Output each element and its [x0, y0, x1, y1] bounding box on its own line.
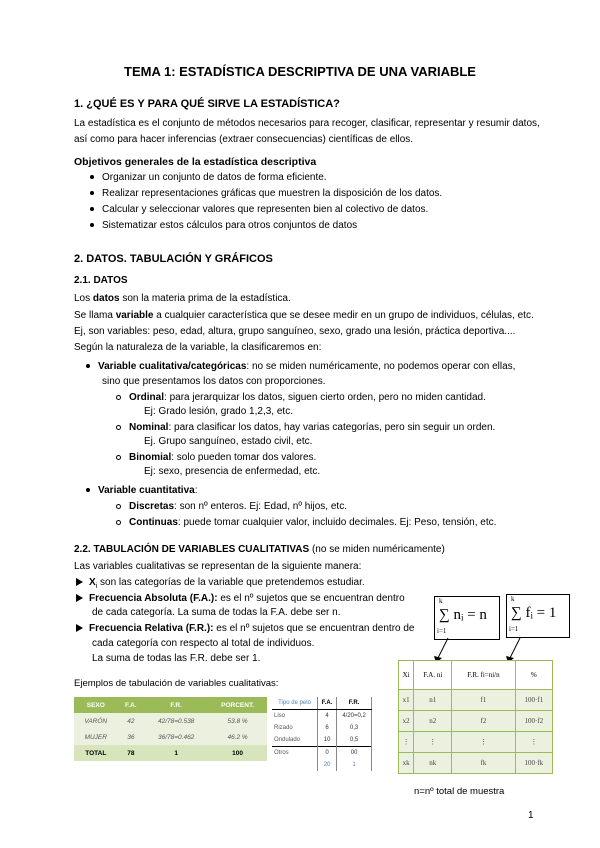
section-1-heading: 1. ¿QUÉ ES Y PARA QUÉ SIRVE LA ESTADÍSTICA? [74, 98, 340, 110]
paragraph-line: así como para hacer inferencias (extraer consecuencias) científicas de ellos. [74, 134, 414, 145]
list-item: Ordinal: para jerarquizar los datos, siguen cierto orden, pero no miden cantidad. [116, 392, 486, 403]
sum-formula-fa: k ∑ nᵢ = n i=1 [434, 596, 500, 640]
list-item: $X_i$ son las categorías de la variable que pretendemos estudiar. [76, 577, 365, 590]
sum-formula-fr: k ∑ fᵢ = 1 i=1 [506, 594, 570, 638]
paragraph-line: La suma de todas las F.R. debe ser 1. [92, 653, 261, 664]
arrow-icon [76, 594, 83, 602]
list-item: Realizar representaciones gráficas que muestren la disposición de los datos. [90, 188, 442, 199]
paragraph-line: Se llama variable a cualquier característica que se desee medir en un grupo de individuos, células, etc. [74, 310, 534, 321]
example-line: Ej. Grupo sanguíneo, estado civil, etc. [144, 436, 313, 447]
arrow-icon [76, 624, 83, 632]
hair-type-table: Tipo de pelo F.A. F.R. Liso 4 4/20=0,2 Rizado 6 0,3 Ondulado 10 0,5 Otros 0 00 20 1 [272, 697, 372, 771]
sample-note: n=nº total de muestra [414, 786, 505, 797]
list-item: Variable cualitativa/categóricas: no se miden numéricamente, no podemos operar con ellas, [86, 361, 515, 372]
examples-caption: Ejemplos de tabulación de variables cualitativas: [74, 678, 279, 689]
list-item: Frecuencia Relativa (F.R.): es el nº sujetos que se encuentran dentro de [76, 623, 415, 634]
example-line: Ej: sexo, presencia de enfermedad, etc. [144, 466, 321, 477]
section-2-heading: 2. DATOS. TABULACIÓN Y GRÁFICOS [74, 253, 273, 265]
list-item: Sistematizar estos cálculos para otros conjuntos de datos [90, 220, 357, 231]
list-item: Discretas: son nº enteros. Ej: Edad, nº hijos, etc. [116, 501, 347, 512]
objectives-heading: Objetivos generales de la estadística descriptiva [74, 156, 317, 168]
subsection-heading: 2.1. DATOS [74, 275, 128, 286]
list-item: Frecuencia Absoluta (F.A.): es el nº sujetos que se encuentran dentro [76, 593, 405, 604]
subsection-heading: 2.2. TABULACIÓN DE VARIABLES CUALITATIVAS (no se miden numéricamente) [74, 544, 445, 555]
generic-frequency-table: Xi F.A. ni F.R. fi=ni/n % x1 n1 f1 100·f1 x2 n2 f2 100·f2 ⋮ ⋮ ⋮ ⋮ xk nk fk 100·fk [398, 660, 553, 774]
sex-frequency-table: SEXO F.A. F.R. PORCENT. VARÓN 42 42/78=0.538 53.8 % MUJER 36 36/78=0.462 46.2 % TOTAL 78 1 100 [74, 697, 267, 761]
list-item: Organizar un conjunto de datos de forma eficiente. [90, 172, 327, 183]
paragraph-line: sino que presentamos los datos con proporciones. [102, 376, 326, 387]
list-item: Calcular y seleccionar valores que representen bien al colectivo de datos. [90, 204, 428, 215]
page-number: 1 [528, 810, 534, 821]
paragraph-line: Ej, son variables: peso, edad, altura, grupo sanguíneo, sexo, grado una lesión, práctica deportiva.... [74, 326, 516, 337]
paragraph-line: cada categoría con respecto al total de individuos. [92, 638, 315, 649]
paragraph-line: Según la naturaleza de la variable, la clasificaremos en: [74, 342, 322, 353]
example-line: Ej: Grado lesión, grado 1,2,3, etc. [144, 406, 293, 417]
paragraph-line: de cada categoría. La suma de todas la F.A. debe ser n. [92, 607, 341, 618]
paragraph-line: Los datos son la materia prima de la estadística. [74, 293, 291, 304]
list-item: Binomial: solo pueden tomar dos valores. [116, 452, 316, 463]
list-item: Nominal: para clasificar los datos, hay varias categorías, pero sin seguir un orden. [116, 422, 495, 433]
arrow-icon [76, 578, 83, 586]
list-item: Variable cuantitativa: [86, 485, 198, 496]
page-title: TEMA 1: ESTADÍSTICA DESCRIPTIVA DE UNA VARIABLE [124, 64, 476, 79]
paragraph-line: Las variables cualitativas se representan de la siguiente manera: [74, 561, 362, 572]
paragraph-line: La estadística es el conjunto de métodos necesarios para recoger, clasificar, representar y resumir datos, [74, 118, 540, 129]
list-item: Continuas: puede tomar cualquier valor, incluido decimales. Ej: Peso, tensión, etc. [116, 517, 496, 528]
